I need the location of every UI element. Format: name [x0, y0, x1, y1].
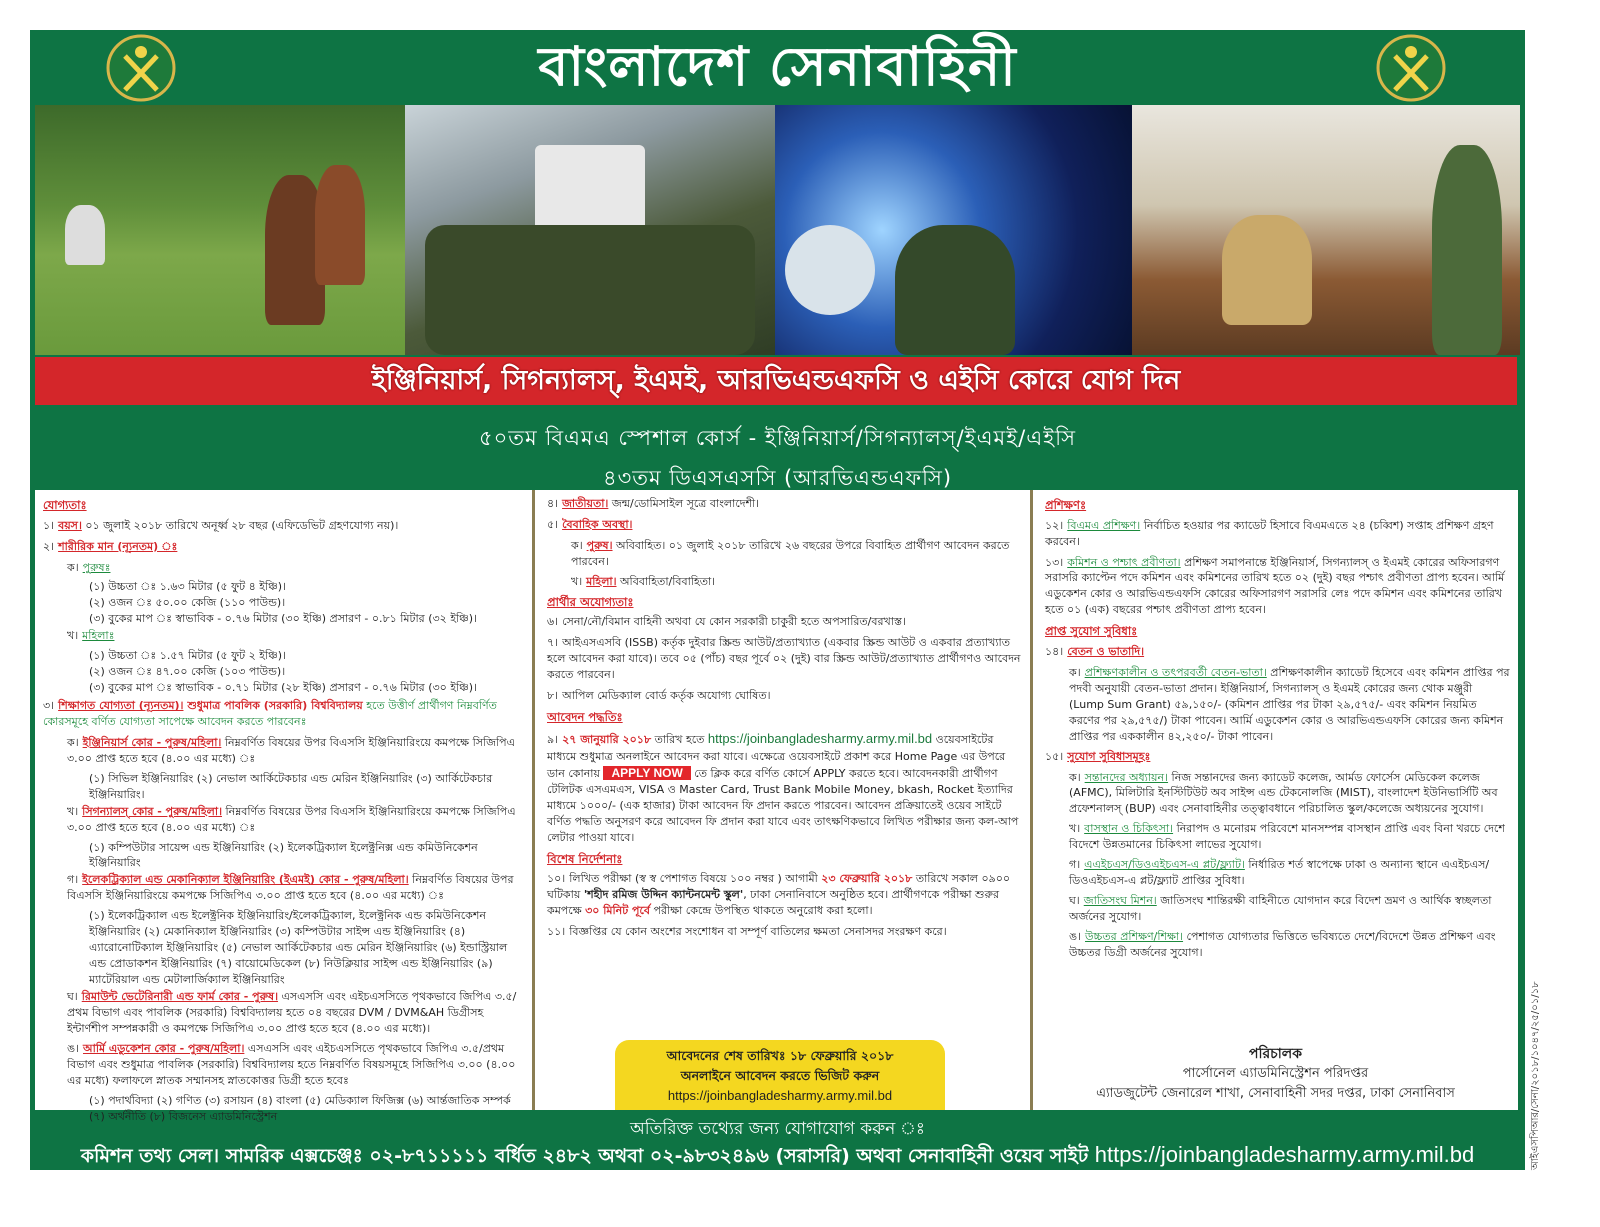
clause-text: (১) পদার্থবিদ্যা (২) গণিত (৩) রসায়ন (৪) বাংলা (৫) মেডিক্যাল ফিজিক্স (৬) আর্ন্তজাতিক সম্পর্ক (৭) অর্থনীতি (৮) বিজনেস এ্যাডমিনিস্ট্রেশন [89, 1093, 511, 1123]
signature-title: পরিচালক [1248, 1046, 1303, 1062]
clause-label: বাসস্থান ও চিকিৎসা। [1084, 822, 1174, 836]
section-heading: প্রশিক্ষণঃ [1045, 498, 1087, 512]
clause-label: শারীরিক মান (ন্যূনতম) ঃ [58, 539, 178, 553]
clause-number: গ। [67, 873, 79, 887]
clause-item [67, 1041, 524, 1089]
clause-label: জাতিসংঘ মিশন। [1083, 894, 1157, 908]
subject-list [89, 579, 524, 595]
clause-label: সন্তানদের অধ্যায়ন। [1084, 770, 1169, 784]
clause-number: ৬। [547, 615, 559, 629]
clause-number: খ। [67, 804, 79, 818]
bold-text: 'শহীদ রমিজ উদ্দিন ক্যান্টনমেন্ট স্কুল' [583, 888, 744, 902]
clause-number: ঙ। [67, 1041, 80, 1055]
clause-item [1045, 644, 1510, 660]
clause-text: পরীক্ষা কেন্দ্রে উপস্থিত থাকতে অনুরোধ করা হলো। [650, 904, 873, 918]
clause-text: ০১ জুলাই ২০১৮ তারিখে অনূর্ধ্ব ২৮ বছর (এফিডেভিট গ্রহণযোগ্য নয়)। [81, 518, 399, 532]
highlight-text: ২৭ জানুয়ারি ২০১৮ [562, 732, 652, 746]
subject-list [89, 648, 524, 664]
clause-item [547, 688, 1022, 704]
clause-text: (২) ওজন ঃ ৫০.০০ কেজি (১১০ পাউন্ড)। [89, 596, 286, 610]
clause-text: নিম্নবর্ণিত বিষয়ের উপর বিএসসি ইঞ্জিনিয়ারিংয়ে কমপক্ষে সিজিপিএ ৩.০০ প্রাপ্ত হতে হবে (৪.০০ এর মধ্যে) ঃ [67, 873, 514, 903]
clause-item [67, 989, 524, 1037]
subject-list [89, 664, 524, 680]
column-eligibility [35, 490, 535, 1123]
clause-text: প্রশিক্ষণ সমাপনান্তে ইঞ্জিনিয়ার্স, সিগন্যালস্‌ ও ইএমই কোরের অফিসারগণ সরাসরি ক্যাপ্টেন পদে কমিশন এবং কমিশনের তারিখ হতে ০২ (দুই) বছর পশ্চাৎ প্রবীণতা প্রাপ্য হবেন। আর্মি এডুকেশন কোর ও আরভিএন্ডএফসি কোরের অফিসারগণ সরাসরি লেঃ পদে কমিশন এবং কমিশনের তারিখ হতে ০১ (এক) বছরের পশ্চাৎ প্রবীণতা প্রাপ্য হবেন। [1045, 555, 1505, 617]
clause-item [1045, 555, 1510, 619]
clause-label: উচ্চতর প্রশিক্ষণ/শিক্ষা। [1085, 929, 1184, 943]
clause-item [67, 560, 524, 576]
clause-text: অবিবাহিত। ০১ জুলাই ২০১৮ তারিখে ২৬ বছরের উপরে বিবাহিত প্রার্থীগণ আবেদন করতে পারবেন। [571, 538, 1010, 568]
clause-number: ১৪। [1045, 644, 1064, 658]
clause-text: নির্ধারিত শর্ত স্বাপেক্ষে ঢাকা ও অন্যান্য স্থানে এএইচএস/ডিওএইচএস-এ প্লট/ফ্ল্যাট প্রাপ্তির সুবিধা। [1069, 858, 1490, 888]
clause-label: বয়স। [58, 518, 82, 532]
clause-number: ৮। [547, 689, 559, 703]
clause-item [43, 518, 524, 534]
clause-item [67, 628, 524, 644]
clause-item [1069, 929, 1510, 961]
column-training-benefits [1033, 490, 1518, 1110]
clause-number: গ। [1069, 858, 1081, 872]
clause-label: কমিশন ও পশ্চাৎ প্রবীণতা। [1067, 555, 1181, 569]
highlight-text: শুধুমাত্র পাবলিক (সরকারি) বিশ্ববিদ্যালয় [183, 699, 363, 713]
deadline-box [615, 1040, 945, 1110]
clause-item [1069, 893, 1510, 925]
section-heading: যোগ্যতাঃ [43, 498, 87, 512]
content-area [35, 490, 1518, 1123]
reference-number: আইএসপিআর/সেনা/২০১৮/১০৪৭/২৫/০১/১৮ [1530, 981, 1541, 1170]
clause-number: ১২। [1045, 518, 1064, 532]
advertisement-frame [30, 30, 1525, 1170]
clause-text: লিখিত পরীক্ষা (স্ব স্ব পেশাগত বিষয়ে ১০০ নম্বর ) আগামী [569, 872, 822, 886]
clause-number: ২। [43, 539, 55, 553]
clause-text: (১) সিভিল ইঞ্জিনিয়ারিং (২) নেভাল আর্কিটেকচার এন্ড মেরিন ইঞ্জিনিয়ারিং (৩) আর্কিটেকচার ইঞ্জিনিয়ারিং। [89, 771, 493, 801]
deadline-date: আবেদনের শেষ তারিখঃ ১৮ ফেব্রুয়ারি ২০১৮ [666, 1048, 894, 1063]
section-heading: বিশেষ নির্দেশনাঃ [547, 851, 623, 866]
clause-number: ক। [571, 538, 583, 552]
clause-number: খ। [571, 574, 583, 588]
clause-number: ক। [1069, 770, 1081, 784]
subject-list [89, 840, 524, 872]
subject-list [89, 771, 524, 803]
clause-text: অবিবাহিতা/বিবাহিতা। [616, 574, 716, 588]
clause-number: ১৩। [1045, 555, 1064, 569]
clause-number: ১৫। [1045, 749, 1064, 763]
highlight-text: হতে উত্তীর্ণ প্রার্থীগণ নিম্নবর্ণিত কোরসমূহে বর্ণিত যোগ্যতা সাপেক্ষে আবেদন করতে পারবেনঃ [43, 699, 497, 728]
signature-department: পার্সোনেল এ্যাডমিনিস্ট্রেশন পরিদপ্তর [1182, 1066, 1369, 1081]
clause-number: ৩। [43, 699, 55, 713]
clause-item [571, 538, 1022, 570]
clause-text: (১) উচ্চতা ঃ ১.৬৩ মিটার (৫ ফুট ৪ ইঞ্চি)। [89, 580, 286, 594]
photo-un-engineers [405, 105, 775, 355]
page-title: বাংলাদেশ সেনাবাহিনী [538, 35, 1017, 98]
clause-item [1069, 770, 1510, 818]
clause-number: ঘ। [67, 989, 78, 1003]
clause-number: ঙ। [1069, 929, 1082, 943]
clause-text: আপিল মেডিক্যাল বোর্ড কর্তৃক অযোগ্য ঘোষিত। [562, 689, 771, 703]
clause-text: নিজ সন্তানদের জন্য ক্যাডেট কলেজ, আর্মড ফোর্সেস মেডিকেল কলেজ (AFMC), মিলিটারি ইনস্টিটিউট অব সাইন্স এন্ড টেকনোলজি (MIST), বাংলাদেশ ইউনিভার্সিটি অব প্রফেশনালস্‌ (BUP) এবং সেনাবাহিনীর তত্ত্বাবধানে পরিচালিত স্কুল/কলেজে অধ্যয়নের সুযোগ। [1069, 770, 1498, 816]
subject-list [89, 611, 524, 627]
photo-classroom [1132, 105, 1520, 355]
clause-label: জাতীয়তা। [562, 497, 609, 510]
course-title: ৫০তম বিএমএ স্পেশাল কোর্স - ইঞ্জিনিয়ার্স/সিগন্যালস্‌/ইএমই/এইসি [478, 426, 1076, 450]
clause-text: (২) ওজন ঃ ৪৭.০০ কেজি (১০৩ পাউন্ড)। [89, 665, 286, 679]
clause-item [547, 517, 1022, 533]
clause-label: বেতন ও ভাতাদি। [1067, 644, 1145, 658]
clause-text: সেনা/নৌ/বিমান বাহিনী অথবা যে কোন সরকারী চাকুরী হতে অপসারিত/বরখাস্ত। [562, 615, 906, 629]
website-link[interactable]: https://joinbangladesharmy.army.mil.bd [1094, 1142, 1475, 1167]
course-subtitle: ৪৩তম ডিএসএসসি (আরভিএন্ডএফসি) [602, 466, 953, 490]
clause-item [67, 872, 524, 904]
clause-text: বিজ্ঞপ্তির যে কোন অংশের সংশোধন বা সম্পূর্ণ বাতিলের ক্ষমতা সেনাসদর সংরক্ষণ করে। [569, 925, 947, 939]
clause-item [547, 496, 1022, 512]
clause-text: তে ক্লিক করে বর্ণিত কোর্সে APPLY করতে হবে। আবেদনকারী প্রার্থীগণ টেলিটক এসএমএস, VISA ও Master Card, Trust Bank Mobile Money, bkash, Rocket ইত্যাদির মাধ্যমে ১০০০/- (এক হাজার) টাকা আবেদন ফি প্রদান করতে পারবেন। আবেদন প্রক্রিয়াতেই ওয়েব সাইটে বর্ণিত পদ্ধতি অনুসরণ করে আবেদন ফি প্রদান করা যাবে এবং তাৎক্ষণিকভাবে লিখিত পরীক্ষার জন্য কল-আপ লেটার পাওয়া যাবে। [547, 766, 1019, 844]
clause-label: ইলেকট্রিক্যাল এন্ড মেকানিক্যাল ইঞ্জিনিয়ারিং (ইএমই) কোর - পুরুষ/মহিলা। [82, 873, 409, 887]
clause-label: সিগন্যালস্‌ কোর - পুরুষ/মহিলা। [82, 804, 223, 818]
column-application [535, 490, 1033, 1110]
clause-text: নিরাপদ ও মনোরম পরিবেশে মানসম্পন্ন বাসস্থান প্রাপ্তি এবং বিনা খরচে দেশে বিদেশে উন্নতমানের চিকিৎসা লাভের সুযোগ। [1069, 822, 1505, 852]
highlight-text: ৩০ মিনিট পূর্বে [585, 904, 651, 918]
clause-text: তারিখে সকাল ০৯০০ ঘটিকায় [547, 872, 1011, 902]
subject-list [89, 680, 524, 696]
clause-label: সুযোগ সুবিধাসমূহঃ [1067, 749, 1151, 763]
clause-number: ১১। [547, 925, 566, 939]
clause-label: পুরুষঃ [82, 560, 111, 574]
signature-branch: এ্যাডজুটেন্ট জেনারেল শাখা, সেনাবাহিনী সদর দপ্তর, ঢাকা সেনানিবাস [1096, 1086, 1455, 1101]
clause-number: ঘ। [1069, 894, 1080, 908]
clause-number: ৯। [547, 732, 559, 746]
clause-number: খ। [1069, 822, 1081, 836]
clause-text: (১) ইলেকট্রিক্যাল এন্ড ইলেক্ট্রনিক ইঞ্জিনিয়ারিং/ইলেকট্রিক্যাল, ইলেক্ট্রনিক এন্ড কমিউনিকেশন ইঞ্জিনিয়ারিং (২) মেকানিক্যাল ইঞ্জিনিয়ারিং (৩) কম্পিউটার সাইন্স এন্ড ইঞ্জিনিয়ারিং (৪) এ্যারোনোটিক্যাল ইঞ্জিনিয়ারিং (৫) নেভাল আর্কিটেকচার এন্ড মেরিন ইঞ্জিনিয়ারিং (৬) ইন্ডাস্ট্রিয়াল এন্ড প্রোডাকশন ইঞ্জিনিয়ারিং (৭) বায়োমেডিকেল (৮) নিউক্লিয়ার সাইন্স এন্ড ইঞ্জিনিয়ারিং (৯) ম্যাটেরিয়াল এন্ড মেটালার্জিক্যাল ইঞ্জিনিয়ারিং [89, 909, 508, 987]
clause-item [1069, 665, 1510, 745]
clause-number: ৭। [547, 636, 559, 650]
clause-text: নির্বাচিত হওয়ার পর ক্যাডেট হিসাবে বিএমএতে ২৪ (চব্বিশ) সপ্তাহ প্রশিক্ষণ গ্রহণ করবেন। [1045, 518, 1494, 548]
clause-text: (১) উচ্চতা ঃ ১.৫৭ মিটার (৫ ফুট ২ ইঞ্চি)। [89, 649, 286, 663]
section-heading: প্রাপ্ত সুযোগ সুবিধাঃ [1045, 624, 1138, 639]
clause-text: (৩) বুকের মাপ ঃ স্বাভাবিক - ০.৭৬ মিটার (৩০ ইঞ্চি) প্রসারণ - ০.৮১ মিটার (৩২ ইঞ্চি)। [89, 612, 478, 626]
deadline-visit: অনলাইনে আবেদন করতে ভিজিট করুন [680, 1068, 880, 1083]
clause-label: এএইচএস/ডিওএইচএস-এ প্লট/ফ্ল্যাট। [1084, 858, 1245, 872]
clause-text: নিম্নবর্ণিত বিষয়ের উপর বিএসসি ইঞ্জিনিয়ারিংয়ে কমপক্ষে সিজিপিএ ৩.০০ প্রাপ্ত হতে হবে (৪.০০ এর মধ্যে) ঃ [67, 735, 515, 765]
clause-item [1069, 821, 1510, 853]
clause-text: , ঢাকা সেনানিবাসে অনুষ্ঠিত হবে। প্রার্থীগণকে পরীক্ষা শুরুর কমপক্ষে [547, 888, 1000, 918]
clause-item [1045, 749, 1510, 765]
photo-signals-tech [775, 105, 1132, 355]
clause-item [547, 614, 1022, 630]
clause-text: জাতিসংঘ শান্তিরক্ষী বাহিনীতে যোগদান করে বিদেশ ভ্রমণ ও আর্থিক স্বচ্ছলতা অর্জনের সুযোগ। [1069, 894, 1492, 924]
clause-text: পেশাগত যোগ্যতার ভিত্তিতে ভবিষ্যতে দেশে/বিদেশে উন্নত প্রশিক্ষণ এবং উচ্চতর ডিগ্রী অর্জনের সুযোগ। [1069, 929, 1496, 959]
clause-label: পুরুষ। [586, 538, 613, 552]
contact-line [30, 1142, 1525, 1174]
clause-text: (১) কম্পিউটার সায়েন্স এন্ড ইঞ্জিনিয়ারিং (২) ইলেকট্রিক্যাল ইলেক্ট্রনিক্স এন্ড কমিউনিকেশন ইঞ্জিনিয়ারিং [89, 840, 478, 870]
clause-text: তারিখ হতে [651, 732, 708, 746]
clause-item [67, 735, 524, 767]
clause-label: আর্মি এডুকেশন কোর - পুরুষ/মহিলা। [83, 1041, 245, 1055]
photo-horse-riders [35, 105, 405, 355]
clause-item [67, 804, 524, 836]
contact-details: কমিশন তথ্য সেল। সামরিক এক্সচেঞ্জঃ ০২-৮৭১১১১১ বর্ধিত ২৪৮২ অথবা ০২-৯৮৩২৪৯৬ (সরাসরি) অথবা সেনাবাহিনী ওয়েব সাইট [80, 1145, 1089, 1167]
signature-block [1033, 1044, 1518, 1104]
clause-text: প্রশিক্ষণকালীন ক্যাডেট হিসেবে এবং কমিশন প্রাপ্তির পর পদবী অনুযায়ী বেতন-ভাতা প্রদান। ইঞ্জিনিয়ার্স, সিগন্যালস্‌ ও ইএমই কোরের জন্য থোক মঞ্জুরী (Lump Sum Grant) ৫৯,১৫০/- (কমিশন প্রাপ্তির পর টাকা ২৯,৫৭৫/- এবং কমিশন নিয়মিত করণের পর ২৯,৫৭৫/) টাকা পাবেন। আর্মি এডুকেশন কোর ও আরভিএন্ডএফসি কোরের জন্য কমিশন প্রাপ্তির পর এককালীন ৪২,২৫০/- টাকা পাবেন। [1069, 665, 1510, 743]
clause-number: ক। [67, 735, 79, 749]
clause-number: ৪। [547, 497, 559, 510]
clause-item [43, 698, 524, 730]
clause-label: ইঞ্জিনিয়ার্স কোর - পুরুষ/মহিলা। [82, 735, 222, 749]
clause-label: রিমাউন্ট ভেটেরিনারী এন্ড ফার্ম কোর - পুরুষ। [81, 989, 279, 1003]
clause-number: ক। [1069, 665, 1081, 679]
clause-label: শিক্ষাগত যোগ্যতা (ন্যূনতম)। [58, 699, 184, 713]
clause-item [547, 635, 1022, 683]
clause-item [1045, 518, 1510, 550]
deadline-url-link[interactable]: https://joinbangladesharmy.army.mil.bd [667, 1088, 893, 1103]
clause-item [547, 871, 1022, 919]
contact-heading: অতিরিক্ত তথ্যের জন্য যোগাযোগ করুন ঃ [629, 1119, 925, 1139]
clause-item [547, 730, 1022, 846]
clause-text: নিম্নবর্ণিত বিষয়ের উপর বিএসসি ইঞ্জিনিয়ারিংয়ে কমপক্ষে সিজিপিএ ৩.০০ প্রাপ্ত হতে হবে (৪.০০ এর মধ্যে) ঃ [67, 804, 516, 834]
clause-item [547, 924, 1022, 940]
highlight-text: ২৩ ফেব্রুয়ারি ২০১৮ [821, 872, 913, 886]
clause-number: ক। [67, 560, 79, 574]
army-emblem-icon [1375, 34, 1447, 102]
clause-label: বৈবাহিক অবস্থা। [562, 517, 633, 531]
header [30, 30, 1525, 105]
clause-text: (৩) বুকের মাপ ঃ স্বাভাবিক - ০.৭১ মিটার (২৮ ইঞ্চি) প্রসারণ - ০.৭৬ মিটার (৩০ ইঞ্চি)। [89, 681, 478, 695]
clause-item [43, 539, 524, 555]
clause-text: এসএসসি এবং এইচএসসিতে পৃথকভাবে জিপিএ ৩.৫/প্রথম বিভাগ এবং পাবলিক (সরকারি) বিশ্ববিদ্যালয় হতে ০৪ বছরের DVM / DVM&AH ডিগ্রীসহ ইন্টার্ণশীপ সম্পন্নকারী ও কমপক্ষে সিজিপিএ ৩.০০ প্রাপ্ত হতে হবে (৪.০০ এর মধ্যে)। [67, 989, 517, 1035]
section-heading: প্রার্থীর অযোগ্যতাঃ [547, 594, 634, 609]
subject-list [89, 595, 524, 611]
clause-number: খ। [67, 629, 79, 643]
photo-strip [35, 105, 1520, 355]
clause-label: মহিলা। [586, 574, 617, 588]
apply-now-badge: APPLY NOW [603, 766, 690, 780]
clause-number: ১০। [547, 872, 566, 886]
clause-text: আইএসএসবি (ISSB) কর্তৃক দুইবার স্ক্রিন্ড আউট/প্রত্যাখ্যাত (একবার স্ক্রিন্ড আউট ও একবার প্রত্যাখ্যাত হলে আবেদন করা যাবে)। তবে ০৫ (পাঁচ) বছর পূর্বে ০২ (দুই) বার স্ক্রিন্ড আউট/প্রত্যাখ্যাত প্রার্থীগণও আবেদন করতে পারবেন। [547, 636, 1021, 682]
join-corps-banner: ইঞ্জিনিয়ার্স, সিগন্যালস্‌, ইএমই, আরভিএন্ডএফসি ও এইসি কোরে যোগ দিন [35, 357, 1517, 405]
clause-number: ৫। [547, 517, 559, 531]
subject-list [89, 908, 524, 988]
clause-text: এসএসসি এবং এইচএসসিতে পৃথকভাবে জিপিএ ৩.৫/প্রথম বিভাগ এবং শুধুমাত্র পাবলিক (সরকারি) বিশ্ববিদ্যালয় হতে নিম্নবর্ণিত বিষয়সমূহে সিজিপিএ ৩.০০ (৪.০০ এর মধ্যে) ফলাফলে স্নাতক সম্মানসহ স্নাতকোত্তর ডিগ্রী হতে হবেঃ [67, 1041, 516, 1087]
clause-item [1069, 857, 1510, 889]
section-heading: আবেদন পদ্ধতিঃ [547, 710, 623, 725]
clause-item [571, 574, 1022, 590]
clause-label: মহিলাঃ [82, 629, 115, 643]
clause-label: বিএমএ প্রশিক্ষণ। [1067, 518, 1141, 532]
clause-text: ওয়েবসাইটের মাধ্যমে শুধুমাত্র অনলাইনে আবেদন করা যাবে। এক্ষেত্রে ওয়েবসাইটে প্রকাশ করে Home Page এর উপরে ডান কোনায় [547, 732, 1006, 780]
clause-text: জন্ম/ডোমিসাইল সূত্রে বাংলাদেশী। [608, 497, 760, 510]
clause-number: ১। [43, 518, 55, 532]
clause-label: প্রশিক্ষণকালীন ও তৎপরবর্তী বেতন-ভাতা। [1084, 665, 1267, 679]
website-link[interactable]: https://joinbangladesharmy.army.mil.bd [707, 730, 933, 746]
